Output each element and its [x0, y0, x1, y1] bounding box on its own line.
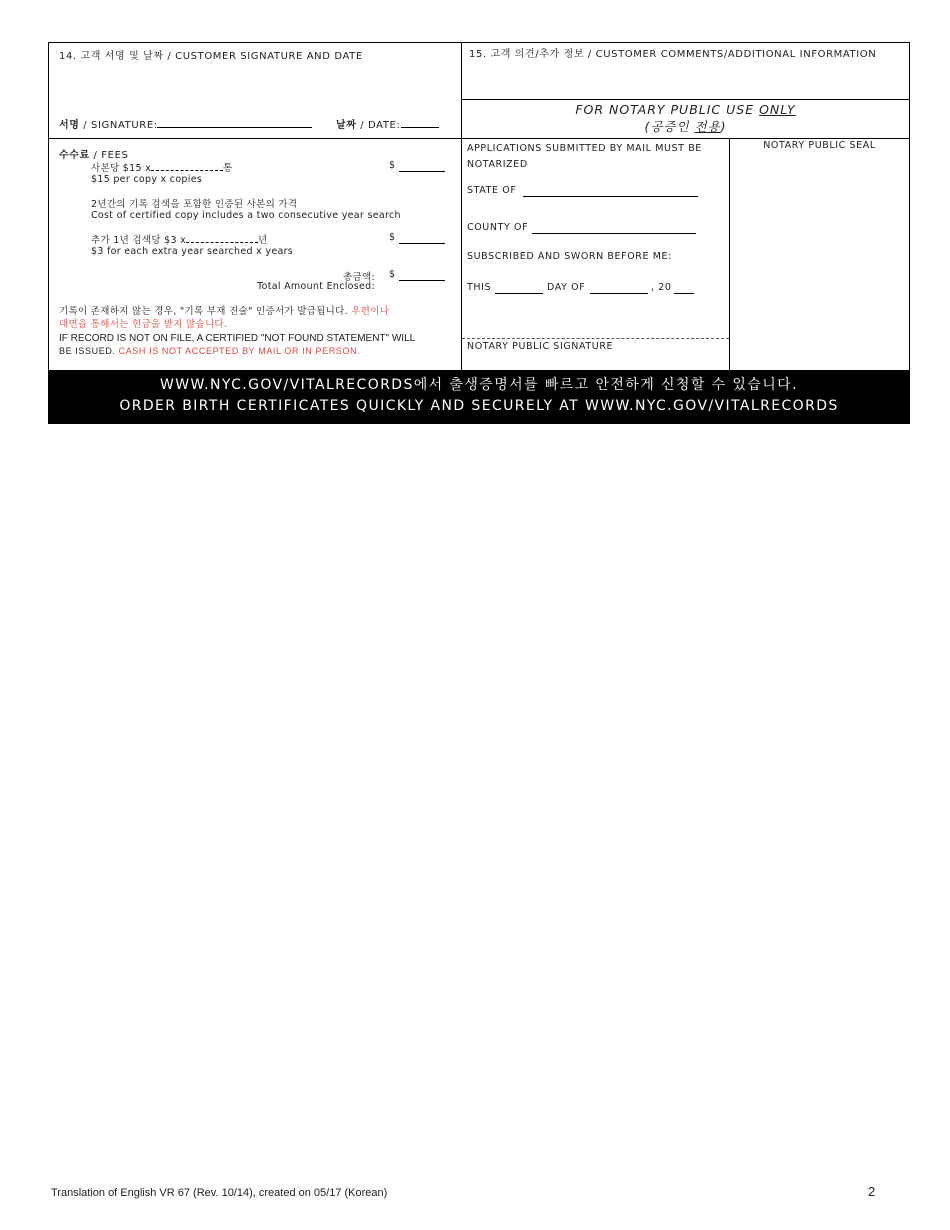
banner-line-ko: WWW.NYC.GOV/VITALRECORDS에서 출생증명서를 빠르고 안전하게 신청할 수 있습니다.	[160, 377, 798, 393]
notary-seal-area[interactable]	[730, 155, 909, 369]
fees-copy-ko-post: 통	[223, 163, 233, 174]
signature-label-en: / SIGNATURE:	[79, 120, 158, 131]
subscribed-label: SUBSCRIBED AND SWORN BEFORE ME:	[467, 251, 672, 262]
notary-mail-notice	[467, 141, 702, 173]
month-field[interactable]	[590, 282, 648, 294]
order-online-banner	[49, 370, 909, 423]
notary-header-line1	[462, 101, 909, 118]
signature-label-ko: 서명	[59, 120, 80, 131]
notfound-en-2: BE ISSUED.	[59, 346, 116, 356]
fees-heading	[59, 146, 128, 161]
notfound-ko-1: 기록이 존재하지 않는 경우, "기록 부재 진술" 인증서가 발급됩니다.	[59, 306, 348, 317]
footer-translation-note: Translation of English VR 67 (Rev. 10/14), created on 05/17 (Korean)	[51, 1187, 388, 1199]
year-label: , 20	[651, 282, 672, 293]
extra-amount-field[interactable]	[399, 232, 445, 244]
fees-heading-ko: 수수료	[59, 150, 90, 161]
divider-vertical-main	[461, 43, 462, 370]
notfound-ko-red-1: 우편이나	[347, 306, 390, 317]
fees-copy-en: $15 per copy x copies	[91, 174, 203, 185]
notary-header-line2-mid: 전용	[694, 119, 721, 134]
notary-header-line2-post: )	[720, 119, 727, 134]
copies-field[interactable]	[151, 161, 223, 171]
notfound-en-1: IF RECORD IS NOT ON FILE, A CERTIFIED "NOT FOUND STATEMENT" WILL	[59, 333, 416, 344]
application-form-page2	[48, 42, 910, 424]
fees-certified-en: Cost of certified copy includes a two consecutive year search	[91, 210, 401, 221]
fees-total-dollar: $	[389, 269, 396, 280]
banner-line-en: ORDER BIRTH CERTIFICATES QUICKLY AND SECURELY AT WWW.NYC.GOV/VITALRECORDS	[119, 398, 839, 414]
county-label: COUNTY OF	[467, 222, 529, 233]
customer-comments-field[interactable]	[463, 59, 907, 97]
fees-extra-ko-pre: 추가 1년 검색당 $3 x	[91, 235, 187, 246]
fees-total-ko: 총금액:	[343, 272, 375, 283]
fees-heading-en: / FEES	[89, 150, 129, 161]
notfound-ko-red-2: 대면을 통해서는 현금을 받지 않습니다.	[59, 319, 228, 330]
fees-extra-dollar: $	[389, 232, 396, 243]
fees-copy-dollar: $	[389, 160, 396, 171]
fees-copy-ko-pre: 사본당 $15 x	[91, 163, 152, 174]
date-label-ko: 날짜	[336, 120, 357, 131]
date-field[interactable]	[401, 116, 439, 128]
notfound-notice-en	[59, 332, 415, 358]
notary-header-line2-pre: (공증인	[644, 119, 695, 134]
fees-extra-ko-post: 년	[258, 235, 268, 246]
notfound-notice-ko	[59, 305, 389, 331]
year-field[interactable]	[674, 282, 694, 294]
fees-extra-ko	[91, 232, 268, 246]
notary-header-only: ONLY	[759, 102, 796, 117]
date-label-en: / DATE:	[356, 120, 401, 131]
fees-certified-ko: 2년간의 기록 검색을 포함한 인증된 사본의 가격	[91, 199, 298, 210]
signature-field[interactable]	[157, 116, 312, 128]
county-field[interactable]	[532, 222, 696, 234]
notary-signature-line[interactable]	[462, 338, 729, 339]
notary-header-line2	[462, 118, 909, 135]
signature-label	[59, 116, 158, 131]
notary-seal-label: NOTARY PUBLIC SEAL	[763, 140, 876, 151]
day-of-label: DAY OF	[547, 282, 586, 293]
date-label	[336, 116, 400, 131]
sec15-heading: 15. 고객 의견/추가 정보 / CUSTOMER COMMENTS/ADDITIONAL INFORMATION	[469, 49, 877, 60]
notary-header-line1-text: FOR NOTARY PUBLIC USE	[575, 102, 760, 117]
day-field[interactable]	[495, 282, 543, 294]
fees-copy-ko	[91, 160, 233, 174]
fees-extra-en: $3 for each extra year searched x years	[91, 246, 294, 257]
fees-total-en: Total Amount Enclosed:	[257, 281, 375, 292]
notary-header	[462, 101, 909, 135]
this-label: THIS	[467, 282, 492, 293]
copies-amount-field[interactable]	[399, 160, 445, 172]
notary-mail-2: NOTARIZED	[467, 159, 528, 170]
notfound-en-red: CASH IS NOT ACCEPTED BY MAIL OR IN PERSON.	[115, 346, 361, 356]
extra-years-field[interactable]	[186, 233, 258, 243]
state-field[interactable]	[523, 185, 698, 197]
total-amount-field[interactable]	[399, 269, 445, 281]
state-label: STATE OF	[467, 185, 517, 196]
divider-horizontal-top	[49, 138, 909, 139]
divider-horizontal-sec15	[461, 99, 909, 100]
sec14-heading: 14. 고객 서명 및 날짜 / CUSTOMER SIGNATURE AND DATE	[59, 51, 363, 62]
notary-signature-label: NOTARY PUBLIC SIGNATURE	[467, 341, 614, 352]
page-number: 2	[868, 1184, 876, 1199]
notary-mail-1: APPLICATIONS SUBMITTED BY MAIL MUST BE	[467, 143, 702, 154]
